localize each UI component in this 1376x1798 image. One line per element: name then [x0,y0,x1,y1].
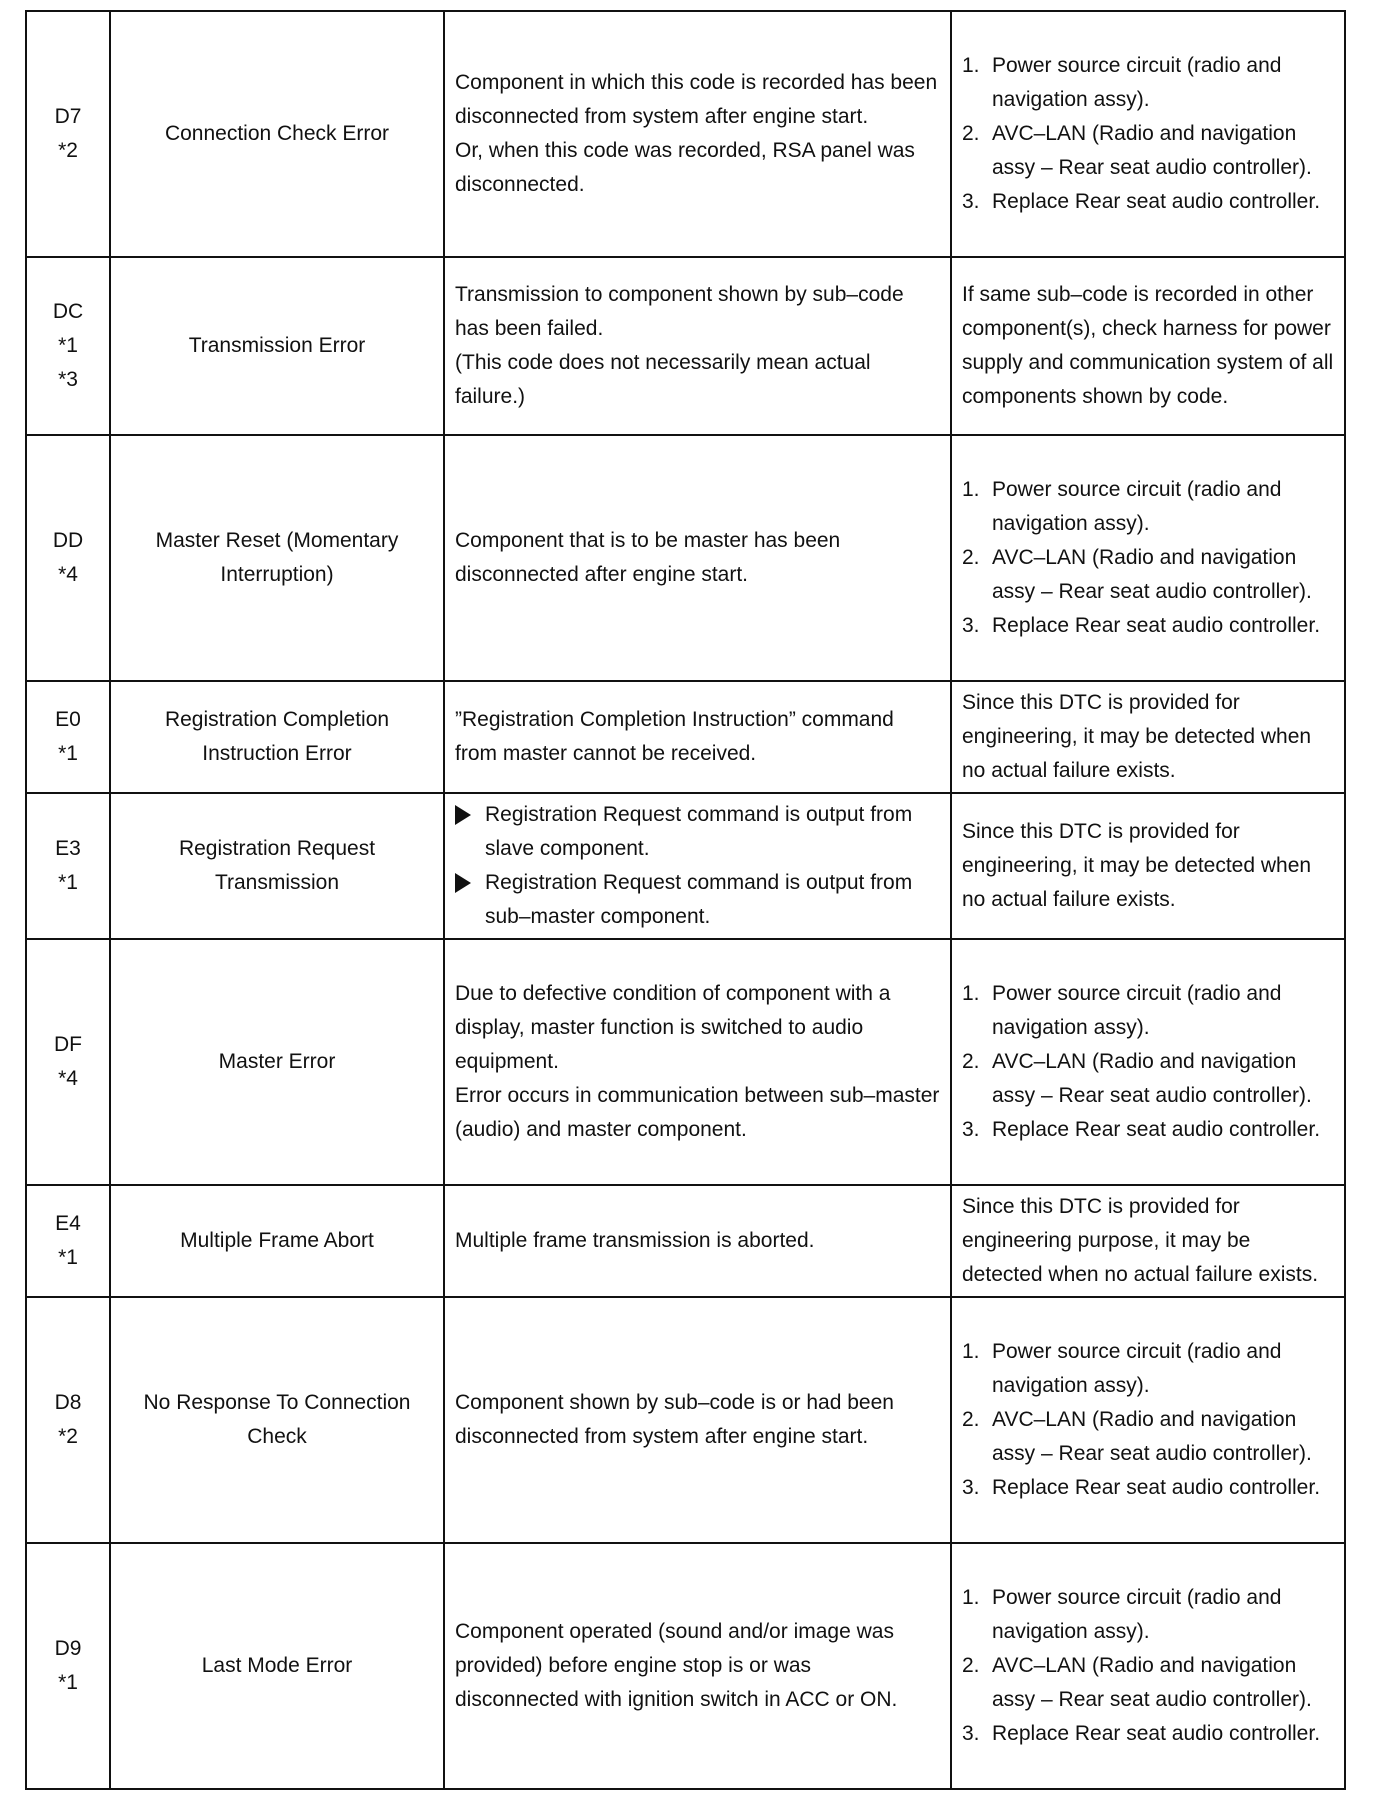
dtc-description-cell [444,939,951,1185]
dtc-description-cell [444,1543,951,1789]
dtc-code-cell [26,1185,110,1297]
dtc-description-cell [444,257,951,435]
table-row [26,681,1345,793]
dtc-description: Component that is to be master has been disconnected after engine start. [455,529,841,586]
table-row [26,793,1345,939]
dtc-name: No Response To Connection Check [110,1297,444,1543]
dtc-remedy-cell [951,939,1345,1185]
table-row [26,1543,1345,1789]
dtc-code: D9 [54,1637,82,1660]
table-row [26,1297,1345,1543]
dtc-code: E3 [55,837,81,860]
dtc-footnote: *3 [58,368,78,391]
remedy-steps [962,977,1334,1147]
dtc-description-cell [444,1297,951,1543]
dtc-footnote: *4 [58,563,78,586]
dtc-name: Registration Request Transmission [110,793,444,939]
dtc-code-cell [26,681,110,793]
remedy-step: 3. Replace Rear seat audio controller. [962,1722,1321,1745]
dtc-footnote: *2 [58,139,78,162]
dtc-remedy-cell [951,1543,1345,1789]
dtc-remedy-cell [951,435,1345,681]
dtc-code: DD [52,529,84,552]
dtc-table [25,10,1346,1790]
dtc-footnote: *1 [58,1671,78,1694]
dtc-description-cell [444,1185,951,1297]
dtc-code-cell [26,939,110,1185]
dtc-code-cell [26,793,110,939]
remedy-step: 3. Replace Rear seat audio controller. [962,1118,1321,1141]
triangle-bullet-icon [455,805,483,825]
table-row [26,257,1345,435]
remedy-step: 2. AVC–LAN (Radio and navigation assy – Rear seat audio controller). [962,1654,1312,1711]
dtc-name: Master Error [110,939,444,1185]
dtc-remedy: Since this DTC is provided for engineering, it may be detected when no actual failure exists. [951,793,1345,939]
dtc-footnote: *1 [58,334,78,357]
dtc-name: Transmission Error [110,257,444,435]
dtc-footnote: *1 [58,742,78,765]
dtc-footnote: *1 [58,871,78,894]
triangle-bullet-icon [455,873,483,893]
dtc-code: E0 [55,708,81,731]
remedy-steps [962,49,1334,219]
dtc-name: Connection Check Error [110,11,444,257]
dtc-description-cell [444,793,951,939]
dtc-remedy: Since this DTC is provided for engineering, it may be detected when no actual failure exists. [951,681,1345,793]
dtc-description: ”Registration Completion Instruction” command from master cannot be received. [455,708,894,765]
dtc-description-cell [444,11,951,257]
remedy-step: 1. Power source circuit (radio and navigation assy). [962,1340,1282,1397]
remedy-step: 3. Replace Rear seat audio controller. [962,190,1321,213]
dtc-name: Master Reset (Momentary Interruption) [110,435,444,681]
table-row [26,11,1345,257]
remedy-step: 3. Replace Rear seat audio controller. [962,1476,1321,1499]
dtc-code-cell [26,11,110,257]
dtc-description: Due to defective condition of component with a display, master function is switched to audio equipment. [455,982,891,1073]
remedy-step: 1. Power source circuit (radio and navigation assy). [962,54,1282,111]
remedy-steps [962,473,1334,643]
dtc-code-cell [26,435,110,681]
dtc-description: Multiple frame transmission is aborted. [455,1229,815,1252]
table-row [26,435,1345,681]
dtc-remedy-cell [951,1297,1345,1543]
dtc-code: D8 [54,1391,82,1414]
dtc-footnote: *1 [58,1246,78,1269]
dtc-description: Error occurs in communication between sub–master (audio) and master component. [455,1084,940,1141]
dtc-remedy-cell [951,11,1345,257]
table-row [26,1185,1345,1297]
remedy-step: 2. AVC–LAN (Radio and navigation assy – Rear seat audio controller). [962,546,1312,603]
dtc-description: Transmission to component shown by sub–code has been failed. [455,283,904,340]
dtc-description: Component operated (sound and/or image was provided) before engine stop is or was disconnected with ignition switch in ACC or ON. [455,1620,898,1711]
dtc-description: Component shown by sub–code is or had been disconnected from system after engine start. [455,1391,894,1448]
remedy-step: 1. Power source circuit (radio and navigation assy). [962,982,1282,1039]
remedy-steps [962,1335,1334,1505]
dtc-description-cell [444,435,951,681]
table-row [26,939,1345,1185]
dtc-code: E4 [55,1212,81,1235]
dtc-footnote: *4 [58,1067,78,1090]
dtc-code: DF [54,1033,82,1056]
dtc-code: DC [52,300,84,323]
bullet-item: Registration Request command is output from sub–master component. [455,866,940,934]
dtc-description: Or, when this code was recorded, RSA panel was disconnected. [455,139,915,196]
dtc-name: Registration Completion Instruction Error [110,681,444,793]
dtc-name: Multiple Frame Abort [110,1185,444,1297]
bullet-item: Registration Request command is output from slave component. [455,798,940,866]
dtc-description: (This code does not necessarily mean actual failure.) [455,351,871,408]
dtc-footnote: *2 [58,1425,78,1448]
dtc-description: Component in which this code is recorded has been disconnected from system after engine start. [455,71,938,128]
dtc-remedy: If same sub–code is recorded in other component(s), check harness for power supply and communication system of all components shown by code. [951,257,1345,435]
dtc-description-cell [444,681,951,793]
remedy-step: 1. Power source circuit (radio and navigation assy). [962,478,1282,535]
remedy-step: 2. AVC–LAN (Radio and navigation assy – Rear seat audio controller). [962,1050,1312,1107]
remedy-step: 2. AVC–LAN (Radio and navigation assy – Rear seat audio controller). [962,122,1312,179]
remedy-step: 1. Power source circuit (radio and navigation assy). [962,1586,1282,1643]
dtc-code-cell [26,1297,110,1543]
dtc-code-cell [26,257,110,435]
dtc-code: D7 [54,105,82,128]
dtc-remedy: Since this DTC is provided for engineering purpose, it may be detected when no actual failure exists. [951,1185,1345,1297]
remedy-step: 3. Replace Rear seat audio controller. [962,614,1321,637]
remedy-steps [962,1581,1334,1751]
dtc-name: Last Mode Error [110,1543,444,1789]
remedy-step: 2. AVC–LAN (Radio and navigation assy – Rear seat audio controller). [962,1408,1312,1465]
dtc-code-cell [26,1543,110,1789]
